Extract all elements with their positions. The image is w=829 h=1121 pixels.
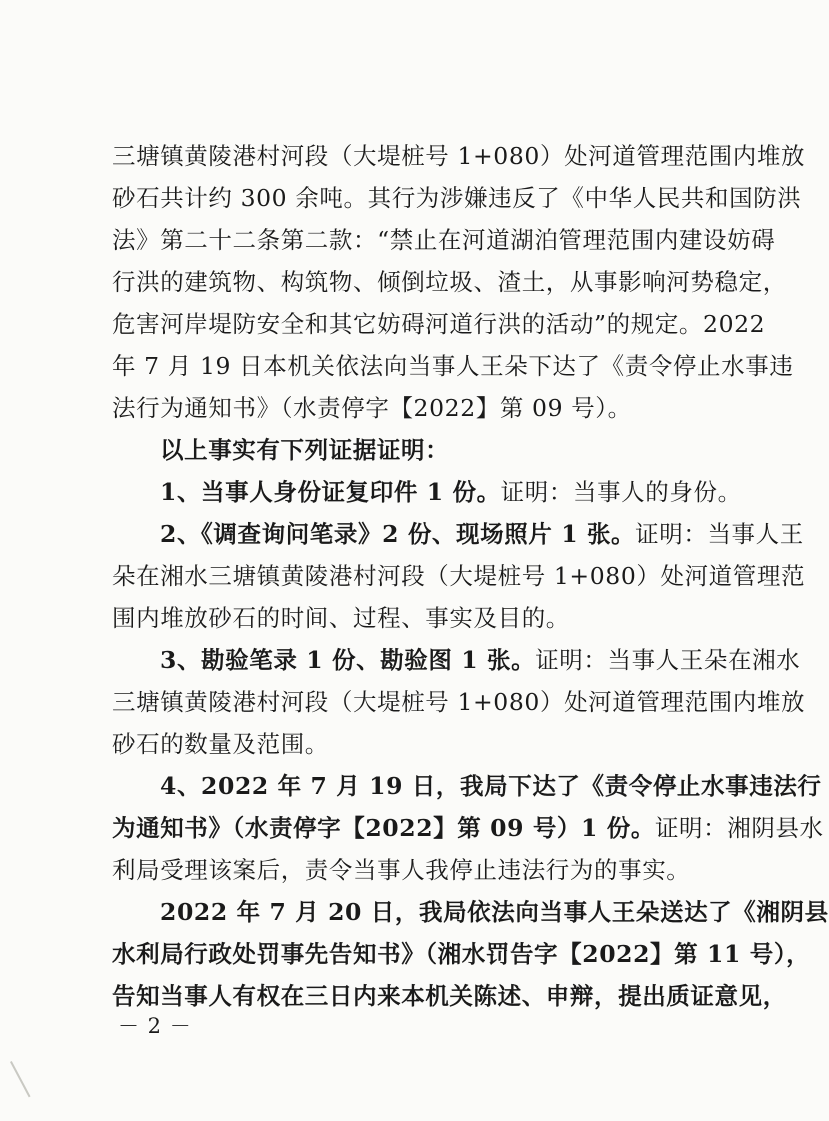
evidence-text: 证明：当事人王朵在湘水: [535, 646, 801, 674]
evidence-item-1: [160, 476, 742, 508]
paragraph-line: 利局受理该案后，责令当事人我停止违法行为的事实。: [112, 856, 691, 884]
paragraph-line: 危害河岸堤防安全和其它妨碍河道行洪的活动”的规定。2022: [112, 310, 766, 338]
evidence-title: 1、当事人身份证复印件 1 份。: [160, 478, 501, 506]
evidence-item-2: [160, 518, 804, 550]
paragraph-line: 砂石共计约 300 余吨。其行为涉嫌违反了《中华人民共和国防洪: [112, 184, 802, 212]
evidence-title: 3、勘验笔录 1 份、勘验图 1 张。: [160, 646, 536, 674]
paragraph-line: 行洪的建筑物、构筑物、倾倒垃圾、渣土，从事影响河势稳定，: [112, 268, 787, 296]
evidence-text: 证明：当事人的身份。: [500, 478, 742, 506]
evidence-item-4: 4、2022 年 7 月 19 日，我局下达了《责令停止水事违法行: [160, 772, 822, 800]
evidence-intro: 以上事实有下列证据证明：: [160, 436, 450, 464]
paragraph-line: 年 7 月 19 日本机关依法向当事人王朵下达了《责令停止水事违: [112, 352, 794, 380]
page-number: － 2 －: [118, 1014, 192, 1038]
paragraph-line: 2022 年 7 月 20 日，我局依法向当事人王朵送达了《湘阴县: [160, 898, 829, 926]
evidence-title: 为通知书》（水责停字【2022】第 09 号）1 份。: [112, 814, 655, 842]
paragraph-line: 告知当事人有权在三日内来本机关陈述、申辩，提出质证意见，: [112, 982, 787, 1010]
evidence-item-4-line: [112, 812, 824, 844]
evidence-title: 2、《调查询问笔录》2 份、现场照片 1 张。: [160, 520, 636, 548]
scan-mark: [10, 1061, 31, 1097]
paragraph-line: 朵在湘水三塘镇黄陵港村河段（大堤桩号 1+080）处河道管理范: [112, 562, 806, 590]
paragraph-line: 三塘镇黄陵港村河段（大堤桩号 1+080）处河道管理范围内堆放: [112, 142, 806, 170]
evidence-text: 证明：湘阴县水: [654, 814, 824, 842]
paragraph-line: 水利局行政处罚事先告知书》（湘水罚告字【2022】第 11 号），: [112, 940, 811, 968]
paragraph-line: 砂石的数量及范围。: [112, 730, 329, 758]
paragraph-line: 法行为通知书》（水责停字【2022】第 09 号）。: [112, 394, 632, 422]
evidence-text: 证明：当事人王: [635, 520, 804, 548]
paragraph-line: 三塘镇黄陵港村河段（大堤桩号 1+080）处河道管理范围内堆放: [112, 688, 806, 716]
paragraph-line: 围内堆放砂石的时间、过程、事实及目的。: [112, 604, 570, 632]
paragraph-line: 法》第二十二条第二款：“禁止在河道湖泊管理范围内建设妨碍: [112, 226, 776, 254]
evidence-item-3: [160, 644, 801, 676]
